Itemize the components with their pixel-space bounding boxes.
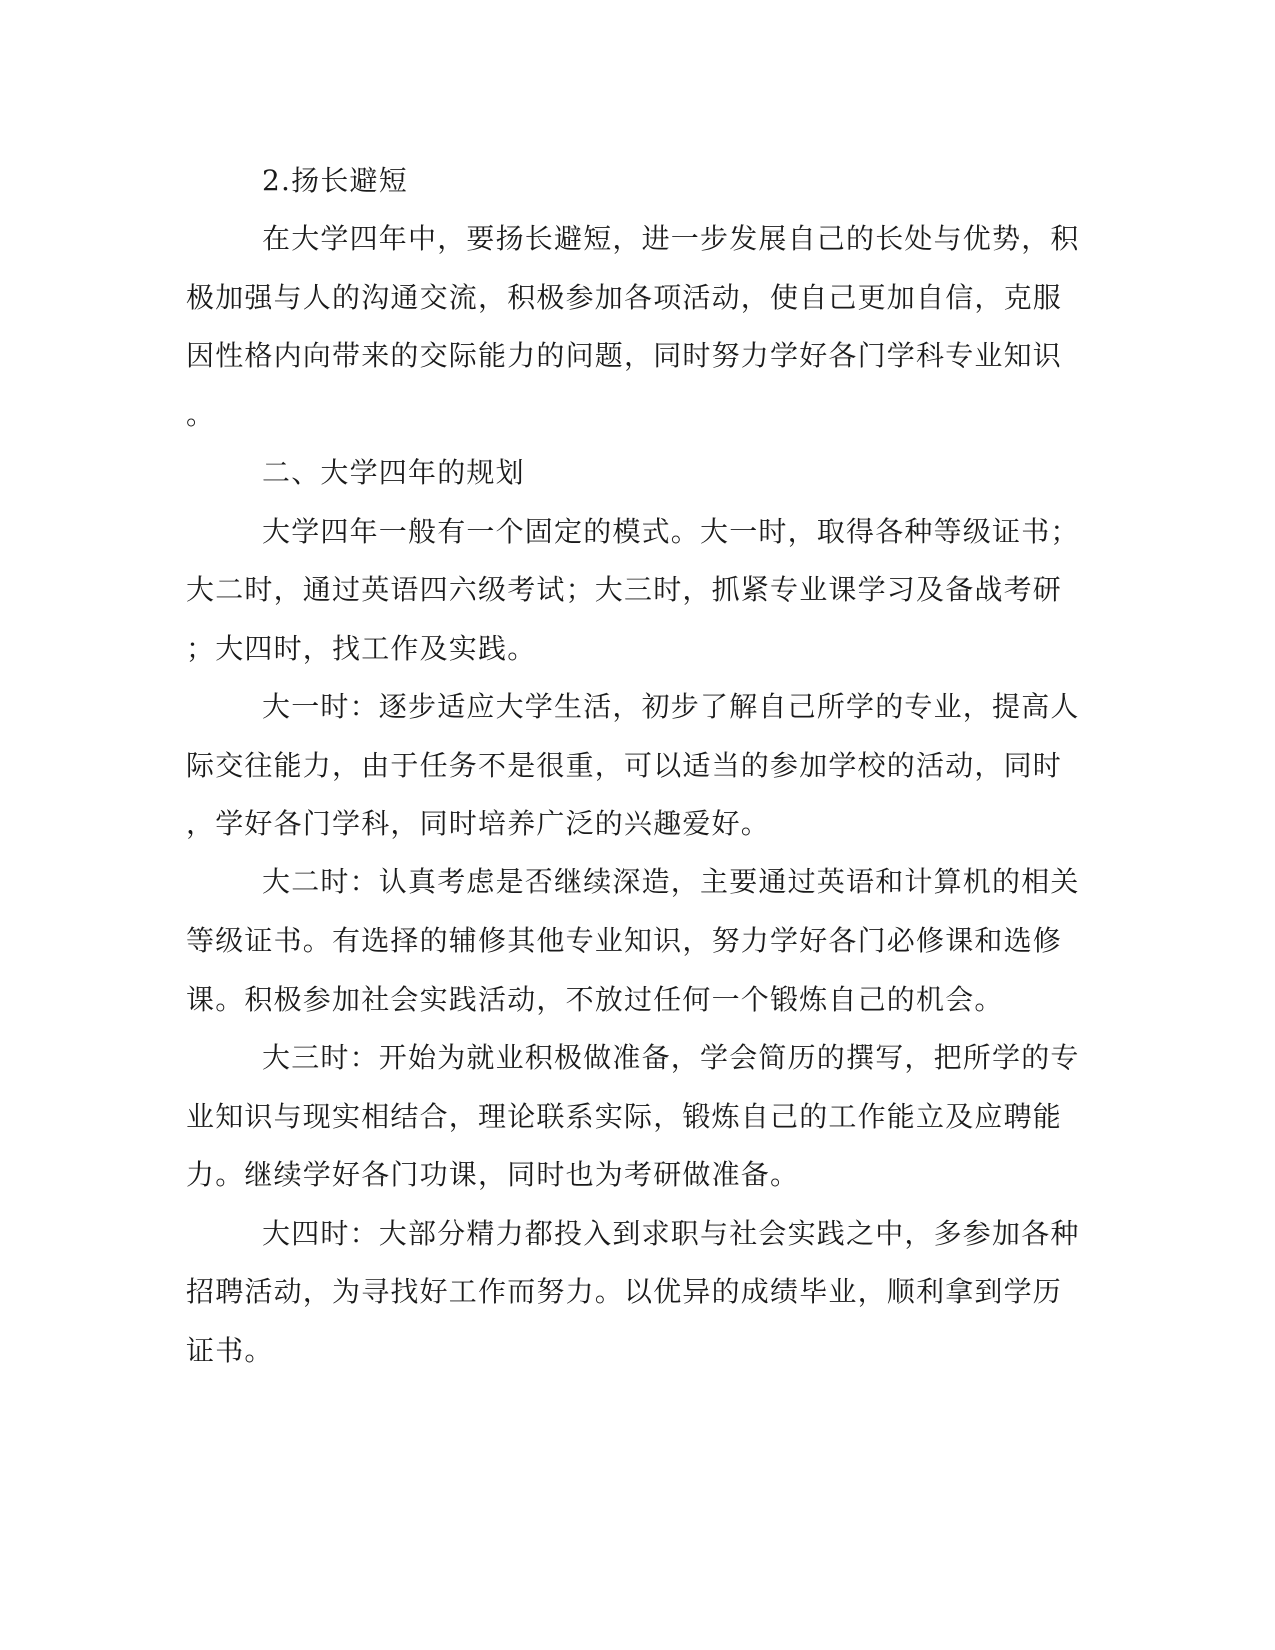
- paragraph-line: 等级证书。有选择的辅修其他专业知识，努力学好各门必修课和选修: [186, 924, 1063, 957]
- paragraph-line: ，学好各门学科，同时培养广泛的兴趣爱好。: [186, 807, 771, 840]
- paragraph-line: 极加强与人的沟通交流，积极参加各项活动，使自己更加自信，克服: [186, 281, 1063, 314]
- paragraph-line: ；大四时，找工作及实践。: [186, 632, 537, 665]
- paragraph-line: 力。继续学好各门功课，同时也为考研做准备。: [186, 1158, 800, 1191]
- paragraph-line: 大四时：大部分精力都投入到求职与社会实践之中，多参加各种: [262, 1217, 1080, 1250]
- paragraph-line: 在大学四年中，要扬长避短，进一步发展自己的长处与优势，积: [262, 222, 1080, 255]
- paragraph-line: 大二时：认真考虑是否继续深造，主要通过英语和计算机的相关: [262, 865, 1080, 898]
- paragraph-line: 招聘活动，为寻找好工作而努力。以优异的成绩毕业，顺利拿到学历: [186, 1275, 1063, 1308]
- paragraph-line: 业知识与现实相结合，理论联系实际，锻炼自己的工作能立及应聘能: [186, 1100, 1063, 1133]
- paragraph-line: 证书。: [186, 1334, 274, 1367]
- paragraph-line: 大学四年一般有一个固定的模式。大一时，取得各种等级证书；: [262, 515, 1080, 548]
- paragraph-line: 大三时：开始为就业积极做准备，学会简历的撰写，把所学的专: [262, 1041, 1080, 1074]
- paragraph-line: 大二时，通过英语四六级考试；大三时，抓紧专业课学习及备战考研: [186, 573, 1063, 606]
- paragraph-line: 因性格内向带来的交际能力的问题，同时努力学好各门学科专业知识: [186, 339, 1063, 372]
- paragraph-line: 大一时：逐步适应大学生活，初步了解自己所学的专业，提高人: [262, 690, 1080, 723]
- paragraph-line: 。: [186, 398, 216, 431]
- paragraph-line: 际交往能力，由于任务不是很重，可以适当的参加学校的活动，同时: [186, 749, 1063, 782]
- section-heading-plan: 二、大学四年的规划: [262, 456, 525, 489]
- section-heading-strengths: 2.扬长避短: [262, 164, 408, 197]
- paragraph-line: 课。积极参加社会实践活动，不放过任何一个锻炼自己的机会。: [186, 983, 1004, 1016]
